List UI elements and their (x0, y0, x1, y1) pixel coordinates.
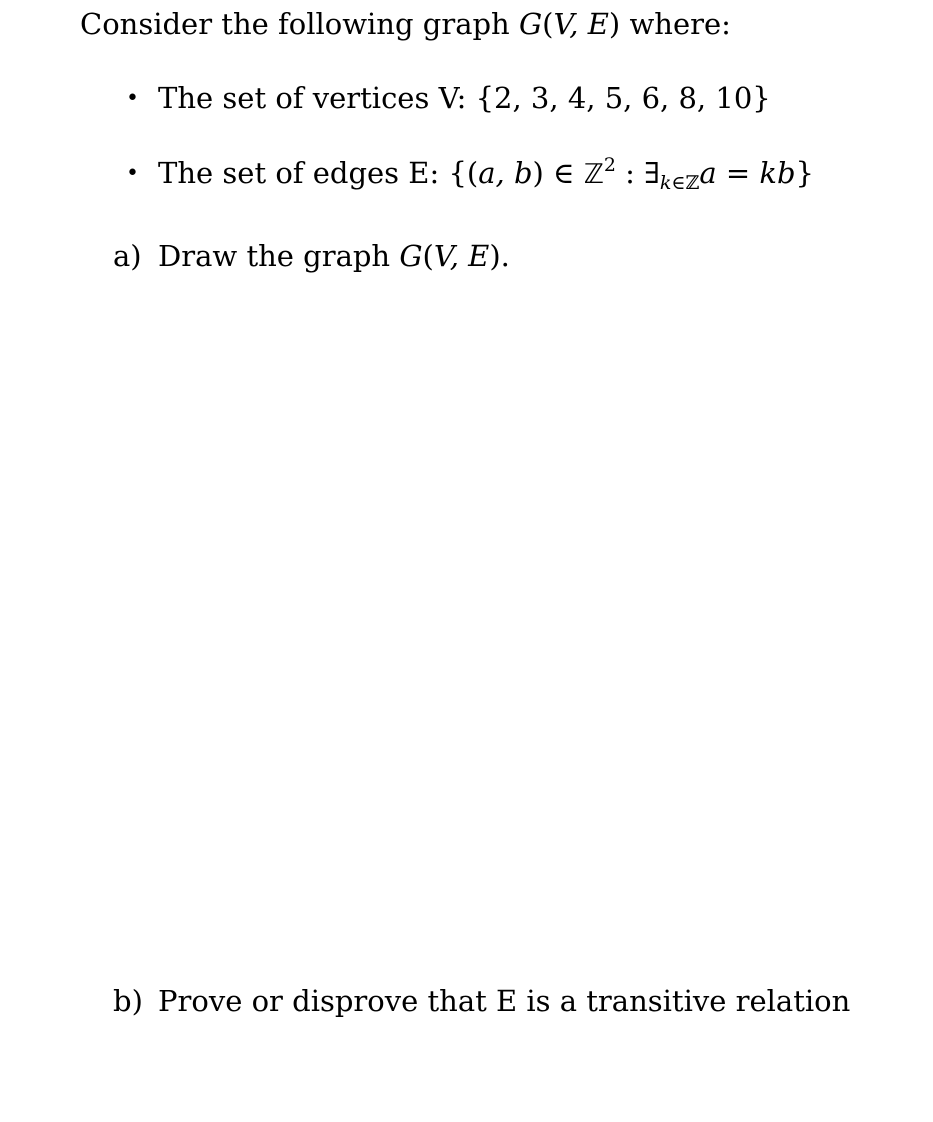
question-a-text: Draw the graph (158, 239, 391, 273)
question-a-suffix: . (500, 239, 510, 273)
vertex-set-item (126, 81, 771, 115)
intro-graph-notation: G(V, E) (518, 7, 621, 41)
question-a-graph-notation: G(V, E) (399, 239, 501, 273)
intro-text: Consider the following graph (80, 7, 510, 41)
vertex-set-values: {2, 3, 4, 5, 6, 8, 10} (475, 81, 771, 115)
edge-set-item (126, 154, 814, 194)
edge-set-label: The set of edges E: (158, 156, 440, 190)
problem-intro (80, 7, 731, 41)
bullet-point: • (126, 86, 139, 111)
vertex-set-label: The set of vertices V: (158, 81, 467, 115)
bullet-point: • (126, 161, 139, 186)
intro-suffix: where: (629, 7, 731, 41)
question-a (113, 239, 510, 273)
answer-space-a (113, 300, 893, 960)
question-b-text: Prove or disprove that E is a transitive relation (158, 984, 851, 1018)
question-b-label: b) (113, 984, 143, 1018)
question-b (113, 984, 851, 1018)
edge-set-definition: {(a, b) ∈ ℤ$^2$ : $\exists_{k\in ℤ}a = kb$} (448, 154, 814, 194)
question-a-label: a) (113, 239, 142, 273)
